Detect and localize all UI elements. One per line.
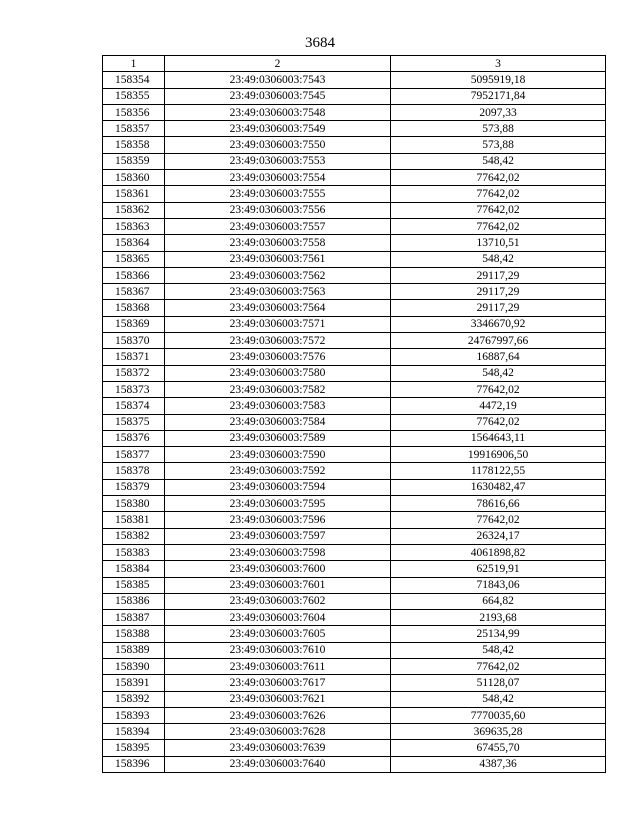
- table-row: [103, 593, 606, 609]
- row-number-cell: 158388: [103, 626, 165, 642]
- cadastral-number-cell: 23:49:0306003:7611: [165, 658, 391, 674]
- row-number-cell: 158390: [103, 658, 165, 674]
- table-row: [103, 88, 606, 104]
- cadastral-number-cell: 23:49:0306003:7592: [165, 463, 391, 479]
- row-number-cell: 158391: [103, 675, 165, 691]
- cadastral-value-cell: 2193,68: [391, 610, 606, 626]
- table-row: [103, 430, 606, 446]
- cadastral-number-cell: 23:49:0306003:7580: [165, 365, 391, 381]
- cadastral-number-cell: 23:49:0306003:7604: [165, 610, 391, 626]
- cadastral-value-cell: 77642,02: [391, 186, 606, 202]
- table-row: [103, 316, 606, 332]
- cadastral-value-cell: 548,42: [391, 365, 606, 381]
- cadastral-value-cell: 71843,06: [391, 577, 606, 593]
- row-number-cell: 158363: [103, 218, 165, 234]
- cadastral-value-cell: 1630482,47: [391, 479, 606, 495]
- cadastral-number-cell: 23:49:0306003:7640: [165, 756, 391, 772]
- page-number: 3684: [305, 35, 335, 51]
- table-row: [103, 447, 606, 463]
- cadastral-number-cell: 23:49:0306003:7590: [165, 447, 391, 463]
- cadastral-value-cell: 664,82: [391, 593, 606, 609]
- cadastral-number-cell: 23:49:0306003:7562: [165, 267, 391, 283]
- column-header-1: 1: [103, 56, 165, 72]
- table-row: [103, 463, 606, 479]
- cadastral-number-cell: 23:49:0306003:7621: [165, 691, 391, 707]
- cadastral-value-cell: 25134,99: [391, 626, 606, 642]
- row-number-cell: 158383: [103, 544, 165, 560]
- cadastral-number-cell: 23:49:0306003:7555: [165, 186, 391, 202]
- cadastral-number-cell: 23:49:0306003:7549: [165, 121, 391, 137]
- cadastral-value-cell: 7770035,60: [391, 707, 606, 723]
- table-row: [103, 300, 606, 316]
- cadastral-value-cell: 26324,17: [391, 528, 606, 544]
- cadastral-value-cell: 62519,91: [391, 561, 606, 577]
- cadastral-number-cell: 23:49:0306003:7557: [165, 218, 391, 234]
- cadastral-value-cell: 24767997,66: [391, 333, 606, 349]
- cadastral-number-cell: 23:49:0306003:7550: [165, 137, 391, 153]
- cadastral-value-cell: 77642,02: [391, 218, 606, 234]
- table-header: [103, 56, 606, 72]
- cadastral-number-cell: 23:49:0306003:7543: [165, 72, 391, 88]
- cadastral-value-cell: 29117,29: [391, 300, 606, 316]
- cadastral-value-cell: 78616,66: [391, 496, 606, 512]
- cadastral-value-cell: 3346670,92: [391, 316, 606, 332]
- row-number-cell: 158374: [103, 398, 165, 414]
- row-number-cell: 158370: [103, 333, 165, 349]
- row-number-cell: 158392: [103, 691, 165, 707]
- cadastral-number-cell: 23:49:0306003:7561: [165, 251, 391, 267]
- table-row: [103, 72, 606, 88]
- row-number-cell: 158386: [103, 593, 165, 609]
- table-row: [103, 398, 606, 414]
- cadastral-number-cell: 23:49:0306003:7595: [165, 496, 391, 512]
- cadastral-value-cell: 13710,51: [391, 235, 606, 251]
- cadastral-number-cell: 23:49:0306003:7601: [165, 577, 391, 593]
- table-row: [103, 756, 606, 772]
- cadastral-value-cell: 548,42: [391, 153, 606, 169]
- table-row: [103, 170, 606, 186]
- row-number-cell: 158357: [103, 121, 165, 137]
- cadastral-number-cell: 23:49:0306003:7563: [165, 284, 391, 300]
- table-row: [103, 202, 606, 218]
- cadastral-number-cell: 23:49:0306003:7584: [165, 414, 391, 430]
- table-row: [103, 658, 606, 674]
- cadastral-value-cell: 77642,02: [391, 170, 606, 186]
- cadastral-number-cell: 23:49:0306003:7558: [165, 235, 391, 251]
- row-number-cell: 158362: [103, 202, 165, 218]
- row-number-cell: 158359: [103, 153, 165, 169]
- row-number-cell: 158385: [103, 577, 165, 593]
- row-number-cell: 158365: [103, 251, 165, 267]
- cadastral-value-cell: 16887,64: [391, 349, 606, 365]
- row-number-cell: 158361: [103, 186, 165, 202]
- table-row: [103, 691, 606, 707]
- cadastral-value-cell: 77642,02: [391, 512, 606, 528]
- table-row: [103, 626, 606, 642]
- cadastral-number-cell: 23:49:0306003:7554: [165, 170, 391, 186]
- cadastral-number-cell: 23:49:0306003:7553: [165, 153, 391, 169]
- cadastral-value-cell: 369635,28: [391, 724, 606, 740]
- cadastral-value-cell: 5095919,18: [391, 72, 606, 88]
- row-number-cell: 158368: [103, 300, 165, 316]
- cadastral-number-cell: 23:49:0306003:7597: [165, 528, 391, 544]
- cadastral-number-cell: 23:49:0306003:7639: [165, 740, 391, 756]
- cadastral-value-cell: 573,88: [391, 137, 606, 153]
- row-number-cell: 158382: [103, 528, 165, 544]
- table-row: [103, 544, 606, 560]
- row-number-cell: 158394: [103, 724, 165, 740]
- cadastral-value-cell: 548,42: [391, 642, 606, 658]
- table-row: [103, 642, 606, 658]
- column-header-3: 3: [391, 56, 606, 72]
- table-row: [103, 284, 606, 300]
- table-row: [103, 218, 606, 234]
- cadastral-value-cell: 4061898,82: [391, 544, 606, 560]
- cadastral-value-table: [102, 55, 606, 773]
- cadastral-number-cell: 23:49:0306003:7545: [165, 88, 391, 104]
- table-row: [103, 381, 606, 397]
- cadastral-value-cell: 29117,29: [391, 267, 606, 283]
- table-row: [103, 349, 606, 365]
- table-row: [103, 104, 606, 120]
- table-row: [103, 528, 606, 544]
- cadastral-value-cell: 77642,02: [391, 381, 606, 397]
- cadastral-number-cell: 23:49:0306003:7596: [165, 512, 391, 528]
- cadastral-number-cell: 23:49:0306003:7589: [165, 430, 391, 446]
- table-row: [103, 479, 606, 495]
- row-number-cell: 158371: [103, 349, 165, 365]
- cadastral-number-cell: 23:49:0306003:7626: [165, 707, 391, 723]
- cadastral-value-cell: 51128,07: [391, 675, 606, 691]
- cadastral-number-cell: 23:49:0306003:7556: [165, 202, 391, 218]
- cadastral-value-cell: 1178122,55: [391, 463, 606, 479]
- cadastral-number-cell: 23:49:0306003:7617: [165, 675, 391, 691]
- cadastral-value-cell: 29117,29: [391, 284, 606, 300]
- cadastral-value-cell: 573,88: [391, 121, 606, 137]
- cadastral-number-cell: 23:49:0306003:7594: [165, 479, 391, 495]
- table-row: [103, 740, 606, 756]
- table-row: [103, 561, 606, 577]
- table-row: [103, 121, 606, 137]
- row-number-cell: 158380: [103, 496, 165, 512]
- table-row: [103, 251, 606, 267]
- row-number-cell: 158389: [103, 642, 165, 658]
- row-number-cell: 158360: [103, 170, 165, 186]
- row-number-cell: 158358: [103, 137, 165, 153]
- row-number-cell: 158356: [103, 104, 165, 120]
- table-row: [103, 186, 606, 202]
- cadastral-number-cell: 23:49:0306003:7600: [165, 561, 391, 577]
- cadastral-number-cell: 23:49:0306003:7582: [165, 381, 391, 397]
- table-row: [103, 496, 606, 512]
- table-row: [103, 137, 606, 153]
- row-number-cell: 158366: [103, 267, 165, 283]
- table-row: [103, 724, 606, 740]
- cadastral-number-cell: 23:49:0306003:7572: [165, 333, 391, 349]
- table-row: [103, 267, 606, 283]
- row-number-cell: 158354: [103, 72, 165, 88]
- cadastral-number-cell: 23:49:0306003:7564: [165, 300, 391, 316]
- cadastral-value-cell: 77642,02: [391, 202, 606, 218]
- table-row: [103, 577, 606, 593]
- row-number-cell: 158369: [103, 316, 165, 332]
- row-number-cell: 158379: [103, 479, 165, 495]
- cadastral-number-cell: 23:49:0306003:7548: [165, 104, 391, 120]
- cadastral-value-cell: 77642,02: [391, 658, 606, 674]
- cadastral-value-cell: 19916906,50: [391, 447, 606, 463]
- row-number-cell: 158384: [103, 561, 165, 577]
- row-number-cell: 158377: [103, 447, 165, 463]
- cadastral-number-cell: 23:49:0306003:7628: [165, 724, 391, 740]
- row-number-cell: 158376: [103, 430, 165, 446]
- row-number-cell: 158393: [103, 707, 165, 723]
- table-row: [103, 707, 606, 723]
- cadastral-value-cell: 548,42: [391, 251, 606, 267]
- header-row: [103, 56, 606, 72]
- cadastral-value-cell: 1564643,11: [391, 430, 606, 446]
- cadastral-number-cell: 23:49:0306003:7571: [165, 316, 391, 332]
- table-row: [103, 153, 606, 169]
- row-number-cell: 158373: [103, 381, 165, 397]
- row-number-cell: 158375: [103, 414, 165, 430]
- table-row: [103, 610, 606, 626]
- row-number-cell: 158378: [103, 463, 165, 479]
- cadastral-number-cell: 23:49:0306003:7602: [165, 593, 391, 609]
- cadastral-value-cell: 67455,70: [391, 740, 606, 756]
- row-number-cell: 158381: [103, 512, 165, 528]
- cadastral-value-cell: 7952171,84: [391, 88, 606, 104]
- cadastral-number-cell: 23:49:0306003:7610: [165, 642, 391, 658]
- table-row: [103, 235, 606, 251]
- cadastral-number-cell: 23:49:0306003:7598: [165, 544, 391, 560]
- cadastral-value-cell: 548,42: [391, 691, 606, 707]
- row-number-cell: 158396: [103, 756, 165, 772]
- cadastral-number-cell: 23:49:0306003:7583: [165, 398, 391, 414]
- row-number-cell: 158367: [103, 284, 165, 300]
- cadastral-number-cell: 23:49:0306003:7576: [165, 349, 391, 365]
- cadastral-value-cell: 4472,19: [391, 398, 606, 414]
- row-number-cell: 158364: [103, 235, 165, 251]
- row-number-cell: 158355: [103, 88, 165, 104]
- table-row: [103, 365, 606, 381]
- table-row: [103, 333, 606, 349]
- row-number-cell: 158372: [103, 365, 165, 381]
- table-row: [103, 414, 606, 430]
- table-row: [103, 675, 606, 691]
- table-body: [103, 72, 606, 773]
- row-number-cell: 158387: [103, 610, 165, 626]
- column-header-2: 2: [165, 56, 391, 72]
- row-number-cell: 158395: [103, 740, 165, 756]
- cadastral-value-cell: 77642,02: [391, 414, 606, 430]
- cadastral-value-cell: 4387,36: [391, 756, 606, 772]
- cadastral-number-cell: 23:49:0306003:7605: [165, 626, 391, 642]
- table-row: [103, 512, 606, 528]
- cadastral-value-cell: 2097,33: [391, 104, 606, 120]
